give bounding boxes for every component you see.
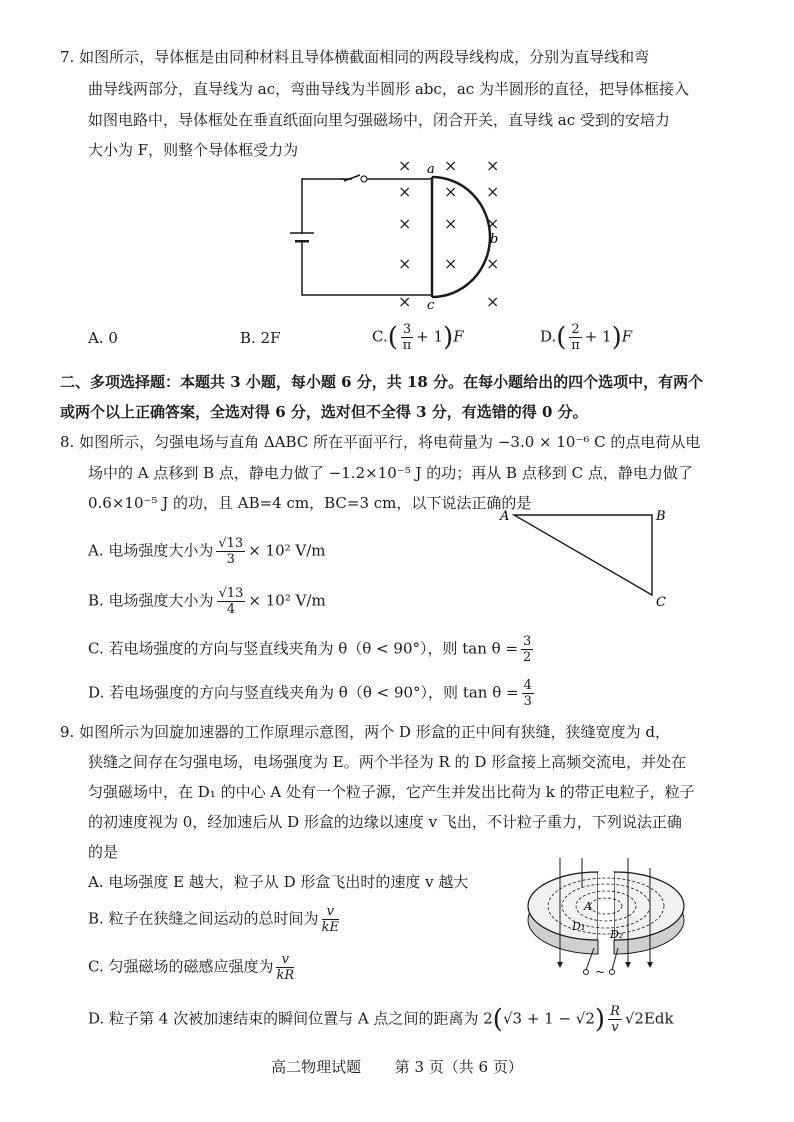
footer-page-number: 第 3 页（共 6 页） <box>394 1058 523 1076</box>
q8-option-b: B. 电场强度大小为 $\frac{√13}{4}$ × 10² V/m <box>88 586 326 617</box>
field-cross: × <box>444 214 458 233</box>
label-point-b: B <box>656 509 666 524</box>
section2-instruction-1: 二、多项选择题：本题共 3 小题，每小题 6 分，共 18 分。在每小题给出的四个选项中，有两个 <box>60 373 704 391</box>
q8-option-a: A. 电场强度大小为 $\frac{√13}{3}$ × 10² V/m <box>88 536 326 567</box>
page-footer <box>0 1056 794 1077</box>
q8-line-3: 0.6×10⁻⁵ J 的功，且 AB=4 cm，BC=3 cm，以下说法正确的是 <box>88 494 532 512</box>
label-d1: D₁ <box>572 920 586 933</box>
q7-line-3: 如图电路中，导体框处在垂直纸面向里匀强磁场中，闭合开关，直导线 ac 受到的安培力 <box>88 111 670 129</box>
label-c: c <box>427 298 435 313</box>
circuit-wire <box>302 179 432 295</box>
q8-triangle-figure <box>496 502 676 612</box>
label-b: b <box>490 232 499 247</box>
q9-option-a: A. 电场强度 E 越大，粒子从 D 形盒飞出时的速度 v 越大 <box>88 873 469 891</box>
semicircle-wire-abc <box>432 177 490 297</box>
field-cross: × <box>398 254 412 273</box>
switch-blade <box>344 175 360 181</box>
label-source-a: A <box>584 900 592 913</box>
field-cross: × <box>398 214 412 233</box>
field-cross: × <box>486 292 500 311</box>
q7-option-d: D.( $\frac{2}{\pi}$ + 1)F <box>540 322 633 353</box>
q7-option-a: A. 0 <box>88 329 118 347</box>
q9-line-4: 的初速度视为 0，经加速后从 D 形盒的边缘以速度 v 飞出，不计粒子重力，下列说法正确 <box>88 813 682 831</box>
field-cross: × <box>444 254 458 273</box>
field-cross: × <box>398 292 412 311</box>
q9-option-d: D. 粒子第 4 次被加速结束的瞬间位置与 A 点之间的距离为 2(√3 + 1 − √2) $\frac{R}{v}$ √2Edk <box>88 1004 674 1035</box>
field-cross: × <box>398 182 412 201</box>
label-a: a <box>427 162 435 177</box>
right-triangle-abc <box>514 515 652 595</box>
label-point-c: C <box>656 595 666 610</box>
q9-line-2: 狭缝之间存在匀强电场，电场强度为 E。两个半径为 R 的 D 形盒接上高频交流电，并处在 <box>88 753 687 771</box>
field-cross: × <box>486 214 500 233</box>
field-cross: × <box>444 156 458 175</box>
footer-subject: 高二物理试题 <box>271 1058 362 1076</box>
q9-option-c: C. 匀强磁场的磁感应强度为 $\frac{v}{kR}$ <box>88 952 295 983</box>
label-point-a: A <box>500 509 510 524</box>
q9-cyclotron-figure <box>516 858 696 980</box>
q9-line-1: 9. 如图所示为回旋加速器的工作原理示意图，两个 D 形盒的正中间有狭缝，狭缝宽度为 d， <box>60 723 671 741</box>
q8-option-d: D. 若电场强度的方向与竖直线夹角为 θ（θ < 90°），则 tan θ = $\frac{4}{3}$ <box>88 678 532 709</box>
q9-line-5: 的是 <box>88 843 119 861</box>
field-cross: × <box>486 254 500 273</box>
q8-line-2: 场中的 A 点移到 B 点，静电力做了 −1.2×10⁻⁵ J 的功；再从 B 点移到 C 点，静电力做了 <box>88 464 693 482</box>
q9-line-3: 匀强磁场中，在 D₁ 的中心 A 处有一个粒子源，它产生并发出比荷为 k 的带正电粒子，粒子 <box>88 783 695 801</box>
q7-line-4: 大小为 F，则整个导体框受力为 <box>88 141 299 159</box>
field-cross: × <box>398 156 412 175</box>
ac-terminal-left <box>584 970 589 975</box>
section2-instruction-2: 或两个以上正确答案，全选对得 6 分，选对但不全得 3 分，有选错的得 0 分。 <box>60 403 588 421</box>
q7-option-c: C.( $\frac{3}{\pi}$ + 1)F <box>372 322 464 353</box>
q7-line-2: 曲导线两部分，直导线为 ac，弯曲导线为半圆形 abc，ac 为半圆形的直径，把导体框接入 <box>88 80 689 98</box>
q7-circuit-figure <box>280 155 520 315</box>
q8-line-1: 8. 如图所示，匀强电场与直角 ΔABC 所在平面平行，将电荷量为 −3.0 × 10⁻⁶ C 的点电荷从电 <box>60 433 701 451</box>
field-cross: × <box>486 156 500 175</box>
q8-option-c: C. 若电场强度的方向与竖直线夹角为 θ（θ < 90°），则 tan θ = $\frac{3}{2}$ <box>88 634 532 665</box>
field-cross: × <box>444 182 458 201</box>
q7-line-1: 7. 如图所示，导体框是由同种材料且导体横截面相同的两段导线构成，分别为直导线和弯 <box>60 48 650 66</box>
q9-option-b: B. 粒子在狭缝之间运动的总时间为 $\frac{v}{kE}$ <box>88 904 339 935</box>
q7-option-b: B. 2F <box>240 329 281 347</box>
field-cross: × <box>486 182 500 201</box>
label-d2: D₂ <box>610 928 624 941</box>
switch-contact <box>361 176 367 182</box>
ac-terminal-right <box>610 970 615 975</box>
ac-source-symbol: ~ <box>595 965 606 979</box>
battery-gap <box>294 234 310 240</box>
